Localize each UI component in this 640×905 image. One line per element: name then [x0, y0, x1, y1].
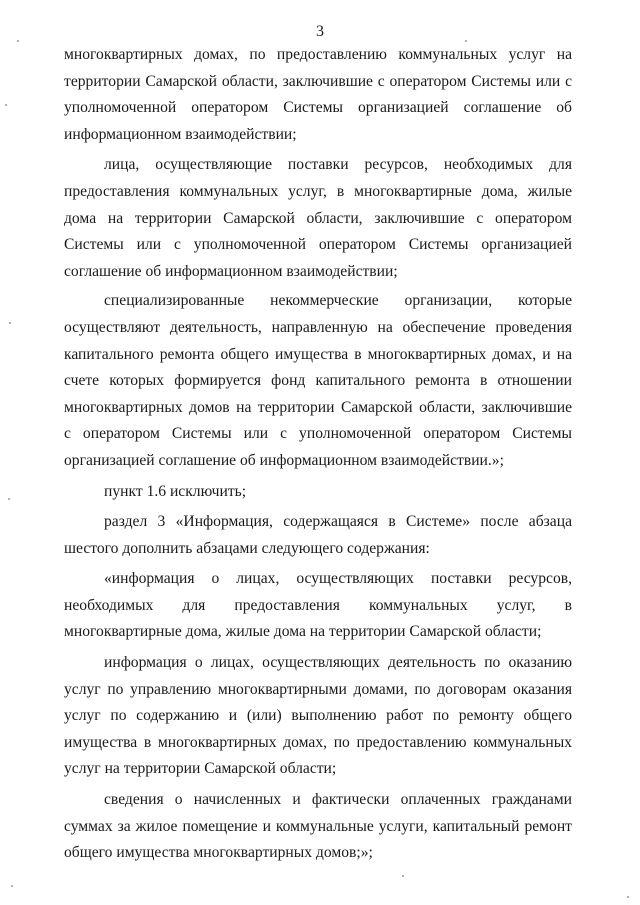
paragraph-line: суммах за жилое помещение и коммунальные услуги, капитальный ремонт	[64, 817, 572, 835]
paragraph	[64, 479, 572, 506]
paragraph-line: шестого дополнить абзацами следующего содержания:	[64, 539, 430, 557]
paragraph	[64, 650, 572, 783]
paragraph-line: многоквартирных домов на территории Самарской области, заключившие	[64, 398, 572, 416]
paragraph-line: соглашение об информационном взаимодействии;	[64, 262, 398, 280]
paragraph	[64, 288, 572, 474]
paragraph-line: предоставления коммунальных услуг, в многоквартирные дома, жилые	[64, 182, 572, 200]
paragraph-line: осуществляют деятельность, направленную на обеспечение проведения	[64, 318, 572, 336]
scan-speck	[8, 498, 10, 500]
paragraph	[64, 509, 572, 562]
paragraph-line: сведения о начисленных и фактически оплаченных гражданами	[104, 791, 572, 809]
scan-speck	[5, 104, 7, 106]
paragraph-line: уполномоченной оператором Системы организацией соглашение об	[64, 99, 572, 117]
paragraph	[64, 152, 572, 285]
paragraph-line: «информация о лицах, осуществляющих поставки ресурсов,	[104, 570, 572, 588]
scan-speck	[402, 875, 404, 877]
paragraph-line: счете которых формируется фонд капитального ремонта в отношении	[64, 372, 572, 390]
paragraph-line: информационном взаимодействии;	[64, 125, 297, 143]
paragraph-line: дома на территории Самарской области, заключившие с оператором	[64, 209, 572, 227]
paragraph-line: услуг по содержанию и (или) выполнению работ по ремонту общего	[64, 707, 572, 725]
paragraph-line: пункт 1.6 исключить;	[104, 482, 247, 500]
scan-speck	[11, 885, 13, 887]
paragraph-line: многоквартирных домах, по предоставлению коммунальных услуг на	[64, 46, 572, 63]
paragraph	[64, 787, 572, 867]
paragraph-line: имущества в многоквартирных домах, по предоставлению коммунальных	[64, 733, 572, 751]
paragraph-line: общего имущества многоквартирных домов;»;	[64, 844, 373, 862]
paragraph-line: с оператором Системы или с уполномоченной оператором Системы	[64, 425, 572, 443]
page-number: 3	[316, 23, 324, 40]
paragraph-line: раздел 3 «Информация, содержащаяся в Системе» после абзаца	[104, 513, 572, 531]
paragraph-line: услуг по управлению многоквартирными домами, по договорам оказания	[64, 680, 572, 698]
paragraph-line: специализированные некоммерческие организации, которые	[104, 292, 572, 310]
paragraph-line: информация о лицах, осуществляющих деятельность по оказанию	[104, 654, 572, 672]
paragraph-line: Системы или с уполномоченной оператором Системы организацией	[64, 236, 572, 254]
paragraph-line: многоквартирные дома, жилые дома на территории Самарской области;	[64, 623, 542, 641]
paragraph-line: необходимых для предоставления коммунальных услуг, в	[64, 596, 572, 614]
paragraph-line: услуг на территории Самарской области;	[64, 760, 337, 778]
paragraph	[64, 42, 572, 148]
scan-speck	[9, 322, 11, 324]
scan-speck	[17, 40, 19, 42]
document-body	[64, 42, 572, 867]
paragraph-line: организацией соглашение об информационном взаимодействии.»;	[64, 451, 504, 469]
paragraph-line: капитального ремонта общего имущества в многоквартирных домах, и на	[64, 345, 572, 363]
scan-speck	[627, 896, 629, 898]
paragraph	[64, 566, 572, 646]
paragraph-line: территории Самарской области, заключившие с оператором Системы или с	[64, 72, 572, 90]
scan-speck	[465, 40, 467, 42]
paragraph-line: лица, осуществляющие поставки ресурсов, необходимых для	[104, 156, 572, 174]
